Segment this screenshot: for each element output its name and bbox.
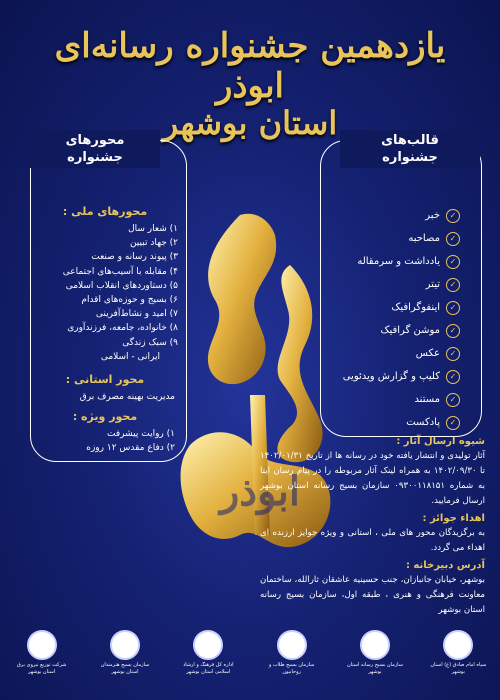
format-label: اینفوگرافیک	[391, 302, 440, 313]
format-label: پادکست	[406, 417, 440, 428]
check-icon: ✓	[446, 393, 460, 407]
formats-box-heading	[340, 130, 480, 168]
sponsor-logo	[178, 630, 238, 676]
format-label: کلیپ و گزارش ویدئویی	[342, 371, 440, 382]
send-method-title: شیوه ارسال آثار :	[396, 436, 485, 447]
sponsor-logo	[428, 630, 488, 676]
basij-media-logo-icon	[360, 630, 390, 660]
rose-logo-icon	[110, 630, 140, 660]
list-item: ۲) دفاع مقدس ۱۲ روزه	[86, 443, 175, 454]
list-item: ۹) سبک زندگی	[122, 337, 178, 348]
list-item: ۱) روایت پیشرفت	[107, 429, 175, 439]
emblem-flame-stroke	[208, 214, 276, 384]
special-axis-label: محور ویژه :	[72, 410, 138, 423]
list-item: ۷) امید و نشاط‌آفرینی	[95, 309, 178, 320]
axes-heading-line2: جشنواره	[67, 150, 123, 165]
check-icon: ✓	[446, 278, 460, 292]
check-icon: ✓	[446, 255, 460, 269]
list-item: ۲) جهاد تبیین	[129, 238, 178, 249]
sepah-emblem-icon	[443, 630, 473, 660]
logo-caption: سازمان بسیج هنرمندان استان بوشهر	[100, 662, 150, 675]
logo-caption: سازمان بسیج رسانه استان بوشهر	[347, 662, 403, 675]
format-label: یادداشت و سرمقاله	[357, 256, 440, 267]
national-axes-list	[38, 222, 178, 364]
format-label: تیتر	[425, 279, 440, 290]
list-item: ۶) بسیج و حوزه‌های اقدام	[81, 295, 178, 306]
format-label: خبر	[425, 210, 440, 221]
check-icon: ✓	[446, 370, 460, 384]
list-item: ۱) شعار سال	[128, 224, 178, 234]
format-label: عکس	[415, 348, 440, 359]
check-icon: ✓	[446, 209, 460, 223]
provincial-axis-list	[40, 390, 175, 404]
list-item: ۴) مقابله با آسیب‌های اجتماعی	[62, 266, 178, 277]
sponsor-logo	[345, 630, 405, 676]
format-label: مصاحبه	[408, 233, 440, 244]
check-icon: ✓	[446, 416, 460, 430]
list-item: ۳) پیوند رسانه و صنعت	[91, 252, 178, 263]
list-item: ۸) خانواده، جامعه، فرزندآوری	[67, 323, 178, 334]
special-axis-list	[40, 427, 175, 455]
awards-text: به برگزیدگان محور های ملی ، استانی و ویژه جوایز ارزنده ای اهداء می گردد.	[260, 528, 485, 553]
logo-caption: سازمان بسیج طلاب و روحانیون	[268, 662, 315, 675]
secretariat-address-text: بوشهر، خیابان جانبازان، جنب حسینیه عاشقان ثارالله، ساختمان معاونت فرهنگی و هنری ، طبقه اول، سازمان بسیج رسانه استان بوشهر	[260, 575, 485, 615]
format-label: موشن گرافیک	[380, 325, 440, 336]
electric-company-logo-icon	[27, 630, 57, 660]
formats-heading-line1: قالب‌های	[381, 133, 439, 148]
provincial-axis-label: محور استانی :	[65, 373, 145, 386]
list-item: ۵) دستاوردهای انقلاب اسلامی	[65, 280, 178, 291]
sponsor-logo	[262, 630, 322, 676]
logo-caption: سپاه امام صادق (ع) استان بوشهر	[430, 662, 487, 675]
culture-ministry-logo-icon	[193, 630, 223, 660]
list-item: ایرانی - اسلامی	[100, 351, 160, 362]
bushehr-seminary-logo-icon	[277, 630, 307, 660]
list-item: مدیریت بهینه مصرف برق	[79, 392, 175, 402]
emblem-text: ابوذر	[219, 468, 301, 515]
info-panel	[260, 432, 485, 618]
secretariat-address-title: آدرس دبیرخانه :	[405, 560, 485, 571]
check-icon: ✓	[446, 324, 460, 338]
logo-caption: شرکت توزیع نیروی برق استان بوشهر	[16, 662, 67, 675]
awards-title: اهداء جوائز :	[422, 513, 485, 524]
page-subtitle-province: استان بوشهر	[162, 104, 338, 142]
check-icon: ✓	[446, 347, 460, 361]
check-icon: ✓	[446, 301, 460, 315]
axes-box-heading	[30, 130, 160, 168]
formats-heading-line2: جشنواره	[382, 150, 438, 165]
send-method-text: آثار تولیدی و انتشار یافته خود در رسانه ها از تاریخ ۱۴۰۲/۰۱/۳۱ تا ۱۴۰۲/۰۹/۳۰ به همراه لینک آثار مربوطه را در پیام رسان ایتا به شماره ۰۹۳۰۰۱۱۸۱۵۱ سازمان بسیج رسانه استان بوشهر ارسال فرمایید.	[260, 451, 485, 506]
sponsor-logos-row	[0, 630, 500, 690]
sponsor-logo	[12, 630, 72, 676]
sponsor-logo	[95, 630, 155, 676]
national-axes-label: محورهای ملی :	[62, 205, 148, 218]
logo-caption: اداره کل فرهنگ و ارشاد اسلامی استان بوشهر	[183, 662, 234, 675]
page-title: یازدهمین جشنواره رسانه‌ای ابوذر	[54, 26, 446, 106]
format-label: مستند	[414, 394, 440, 405]
axes-heading-line1: محورهای	[65, 133, 125, 148]
check-icon: ✓	[446, 232, 460, 246]
